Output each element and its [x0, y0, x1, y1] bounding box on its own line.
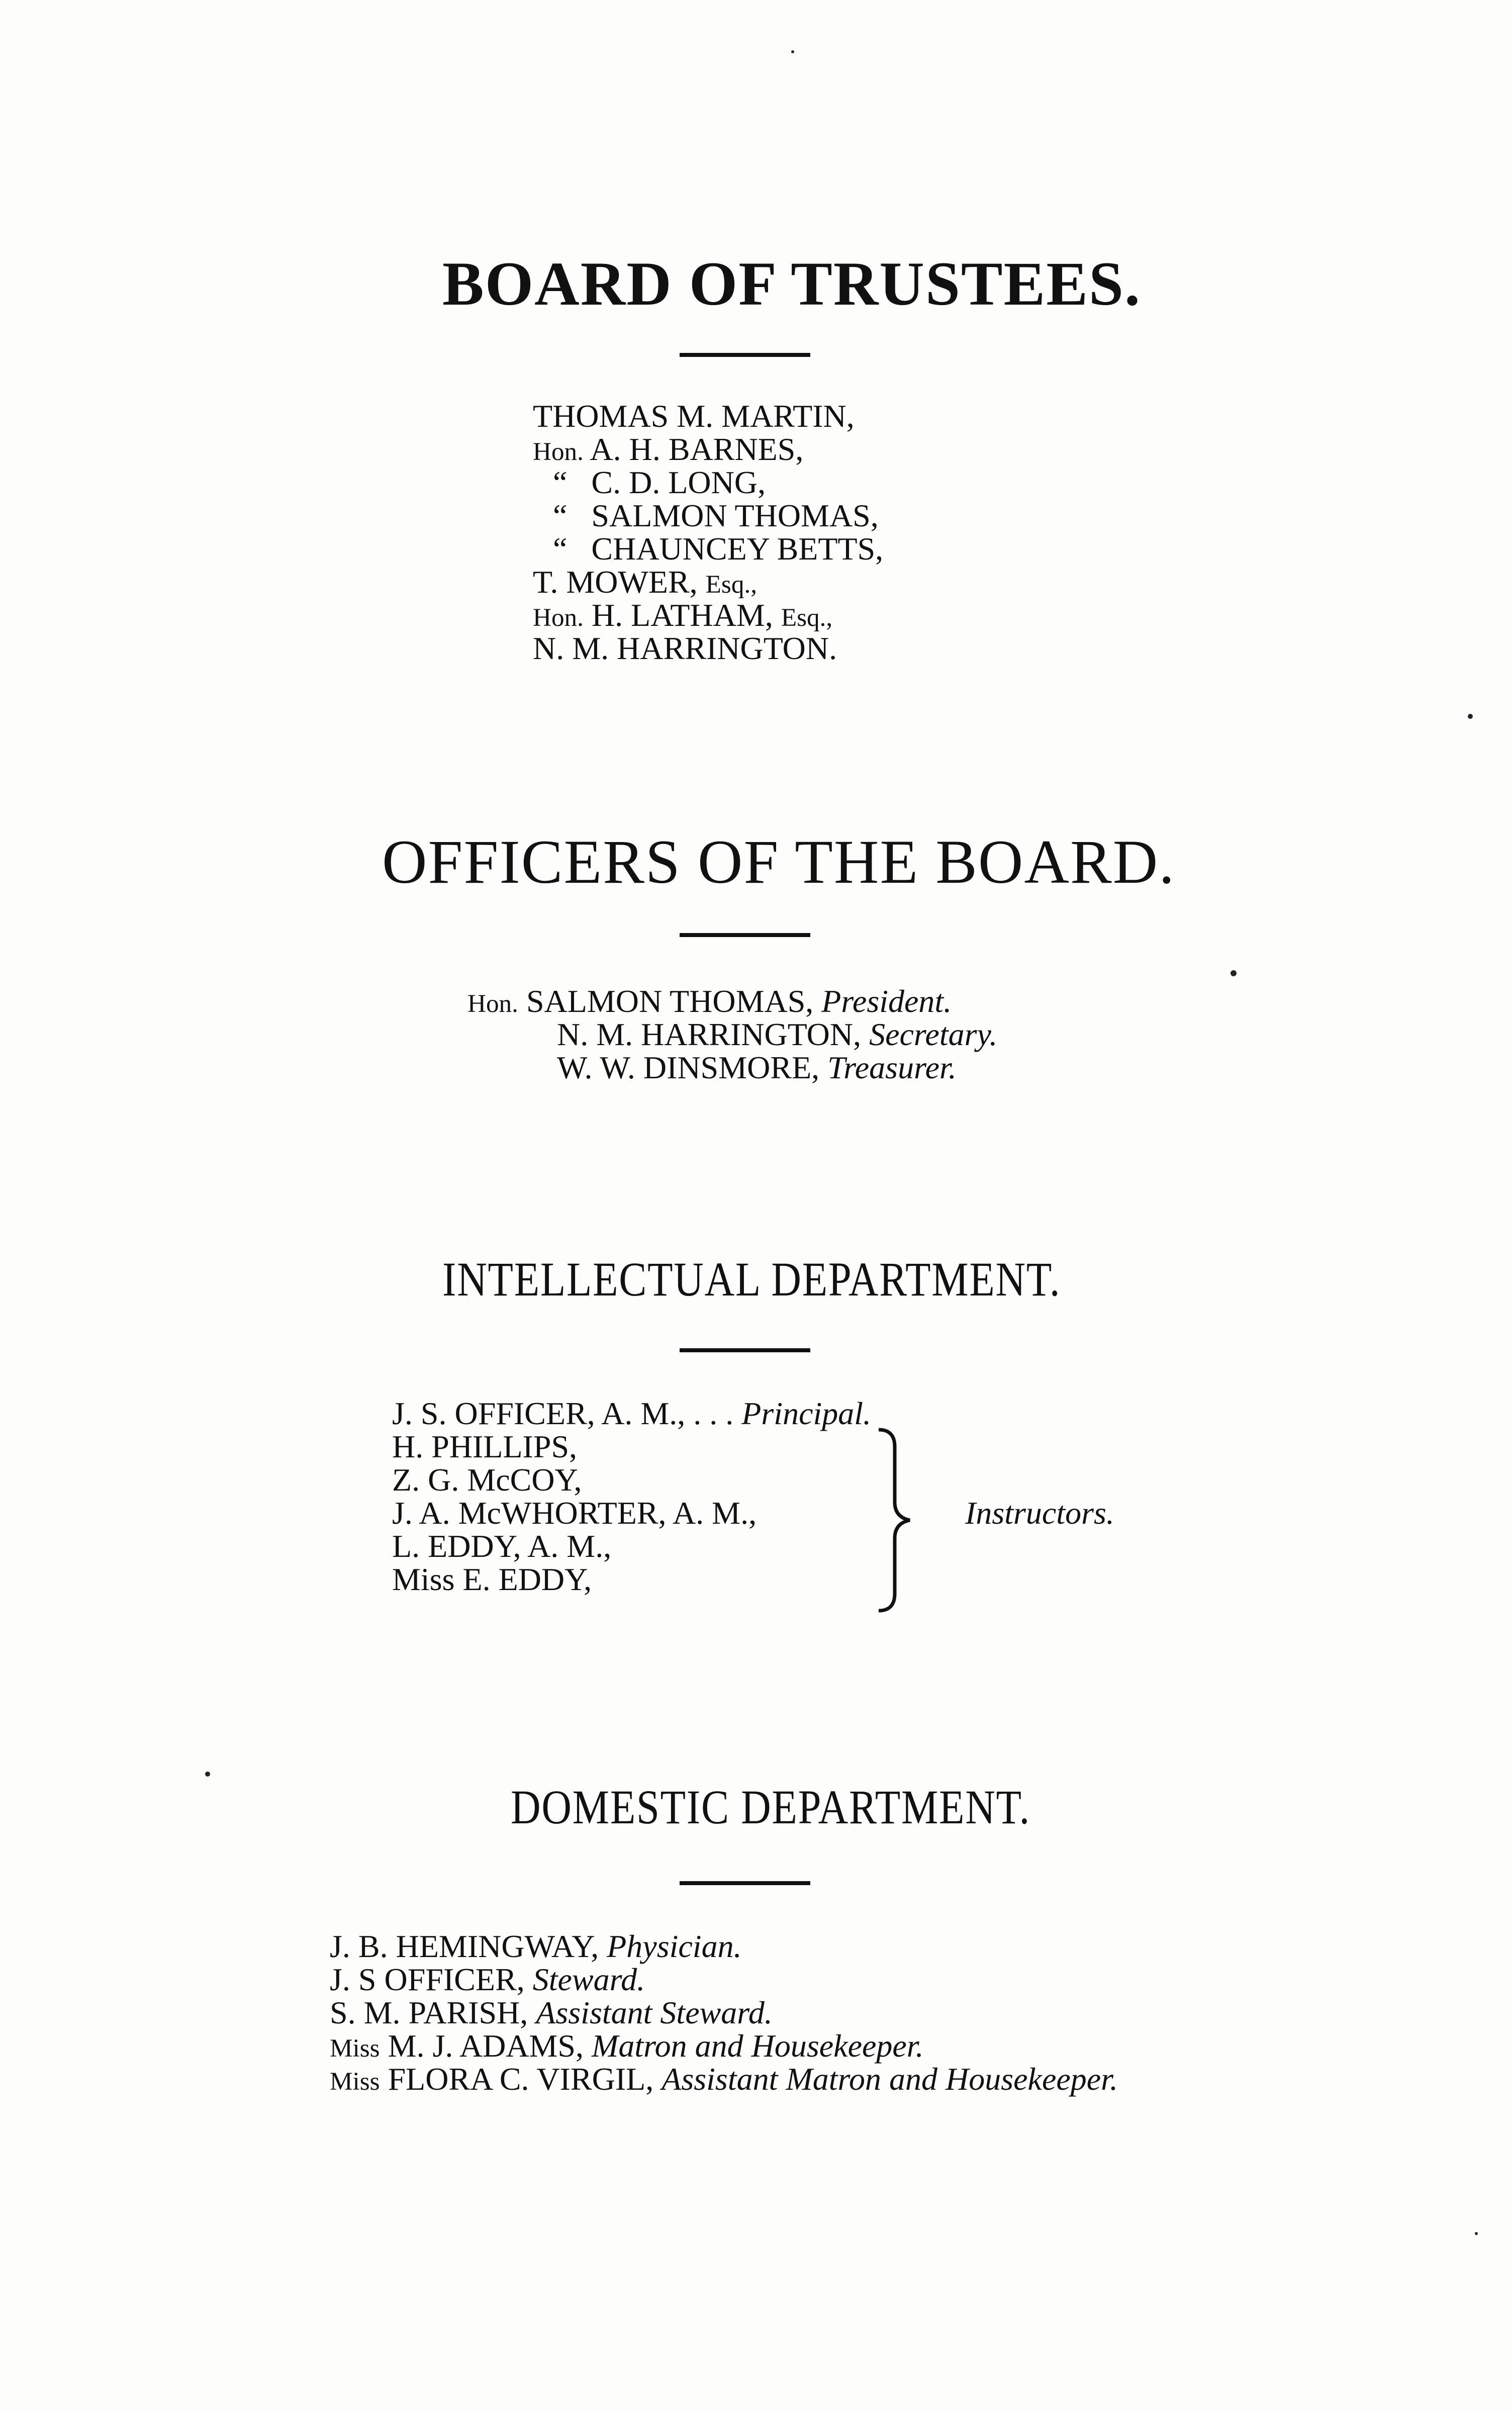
print-speck — [1468, 714, 1473, 719]
instructor-name: H. PHILLIPS, — [392, 1429, 578, 1464]
trustee-row — [553, 467, 766, 499]
trustee-suffix: Esq., — [781, 603, 833, 632]
trustee-row — [533, 566, 757, 601]
officers-rule — [680, 933, 810, 937]
trustee-name: T. MOWER, — [533, 564, 698, 600]
officer-role: Treasurer. — [827, 1050, 957, 1085]
domestic-row — [330, 2063, 1118, 2098]
trustee-name: THOMAS M. MARTIN, — [533, 398, 855, 434]
trustee-name: H. LATHAM, — [591, 597, 773, 633]
domestic-role: Assistant Steward. — [536, 1995, 773, 2030]
trustee-row — [553, 533, 883, 565]
domestic-role: Physician. — [607, 1928, 742, 1964]
instructor-row — [392, 1530, 611, 1562]
trustee-name: C. D. LONG, — [591, 465, 766, 500]
domestic-row — [330, 1930, 742, 1963]
domestic-prefix: Miss — [330, 2034, 380, 2063]
officer-row — [557, 1018, 997, 1051]
trustees-rule — [680, 353, 810, 357]
intellectual-rule — [680, 1348, 810, 1352]
trustee-prefix: “ — [553, 498, 568, 533]
domestic-name: FLORA C. VIRGIL, — [388, 2061, 654, 2097]
officer-name: W. W. DINSMORE, — [557, 1050, 820, 1085]
instructor-row — [392, 1497, 757, 1529]
instructor-row — [392, 1464, 582, 1496]
trustee-row — [533, 599, 832, 634]
trustee-row — [533, 433, 803, 468]
officers-heading: OFFICERS OF THE BOARD. — [382, 827, 1176, 896]
officer-row — [557, 1052, 957, 1084]
trustee-row — [533, 632, 837, 665]
trustee-prefix: “ — [553, 465, 568, 500]
trustee-prefix: “ — [553, 531, 568, 567]
domestic-row — [330, 1964, 645, 1996]
domestic-rule — [680, 1881, 810, 1885]
officer-role: Secretary. — [869, 1016, 998, 1052]
domestic-name: S. M. PARISH, — [330, 1995, 528, 2030]
trustee-row — [533, 400, 855, 432]
instructor-name: Miss E. EDDY, — [392, 1561, 592, 1597]
principal-row — [392, 1398, 871, 1430]
domestic-name: M. J. ADAMS, — [388, 2028, 584, 2064]
trustee-row — [553, 500, 879, 532]
domestic-heading: DOMESTIC DEPARTMENT. — [511, 1780, 1030, 1834]
domestic-row — [330, 1997, 773, 2029]
trustee-name: SALMON THOMAS, — [591, 498, 879, 533]
print-speck — [791, 50, 794, 53]
trustee-prefix: Hon. — [533, 437, 584, 466]
instructor-name: Z. G. McCOY, — [392, 1462, 582, 1498]
intellectual-heading: INTELLECTUAL DEPARTMENT. — [442, 1252, 1061, 1306]
domestic-name: J. S OFFICER, — [330, 1962, 525, 1997]
trustees-heading: BOARD OF TRUSTEES. — [442, 249, 1142, 318]
officer-row — [467, 985, 952, 1020]
print-speck — [1231, 970, 1237, 976]
trustee-name: CHAUNCEY BETTS, — [591, 531, 884, 567]
instructors-brace — [875, 1427, 915, 1614]
trustee-suffix: Esq., — [705, 570, 758, 599]
instructors-role: Instructors. — [965, 1495, 1114, 1531]
officer-prefix: Hon. — [467, 989, 518, 1018]
principal-role: Principal. — [741, 1396, 872, 1431]
instructor-row — [392, 1563, 592, 1596]
trustee-name: N. M. HARRINGTON. — [533, 630, 837, 666]
trustee-prefix: Hon. — [533, 603, 584, 632]
instructor-name: L. EDDY, A. M., — [392, 1528, 612, 1564]
officer-name: N. M. HARRINGTON, — [557, 1016, 862, 1052]
print-speck — [205, 1772, 210, 1777]
instructor-row — [392, 1431, 577, 1463]
domestic-row — [330, 2030, 924, 2065]
instructor-name: J. A. McWHORTER, A. M., — [392, 1495, 757, 1531]
officer-role: President. — [821, 983, 952, 1019]
officer-name: SALMON THOMAS, — [526, 983, 814, 1019]
domestic-prefix: Miss — [330, 2067, 380, 2096]
print-speck — [1475, 2232, 1478, 2235]
trustee-name: A. H. BARNES, — [590, 431, 804, 467]
principal-name: J. S. OFFICER, A. M., . . . — [392, 1396, 734, 1431]
domestic-role: Assistant Matron and Housekeeper. — [662, 2061, 1118, 2097]
domestic-name: J. B. HEMINGWAY, — [330, 1928, 599, 1964]
domestic-role: Steward. — [532, 1962, 645, 1997]
domestic-role: Matron and Housekeeper. — [592, 2028, 924, 2064]
